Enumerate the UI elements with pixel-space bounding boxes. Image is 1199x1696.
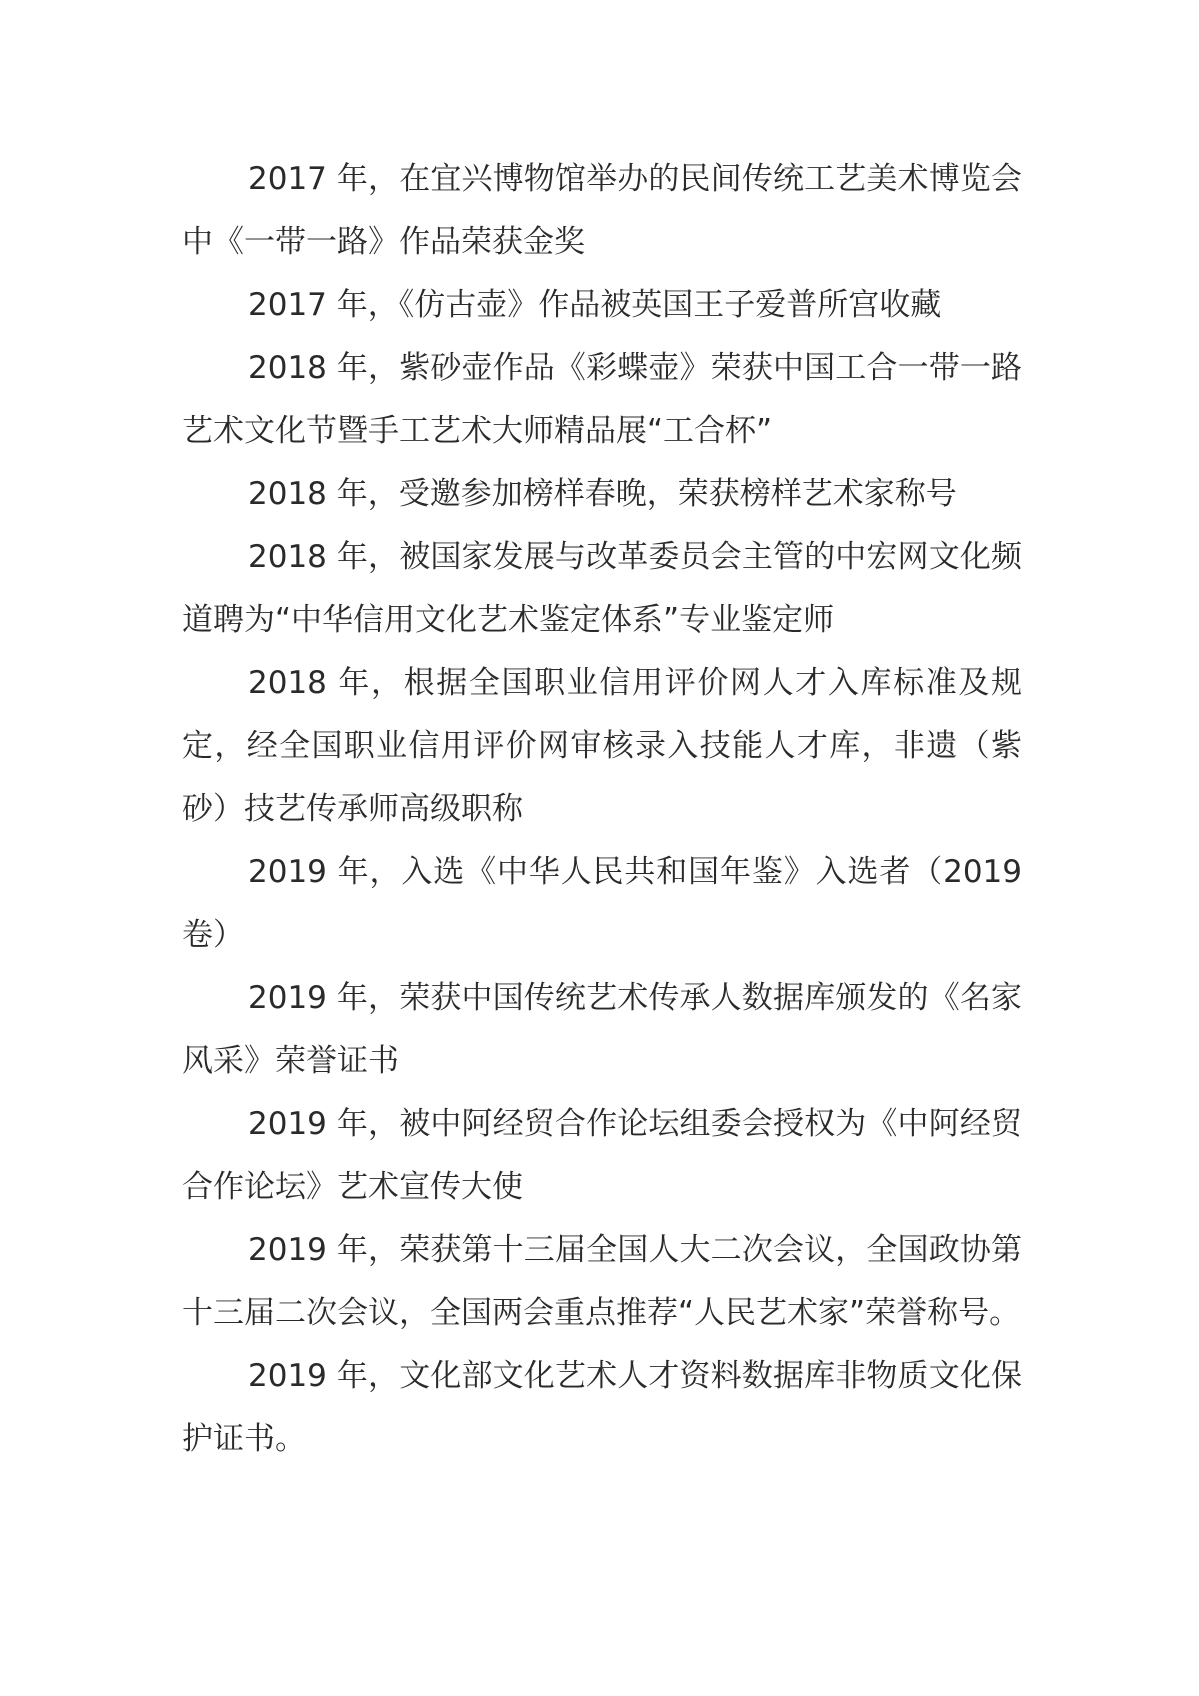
- paragraph-2018-talent-database: 2018 年，根据全国职业信用评价网人才入库标准及规定，经全国职业信用评价网审核录入技能人才库，非遗（紫砂）技艺传承师高级职称: [182, 665, 1022, 827]
- paragraph-2019-intangible-heritage-certificate: 2019 年，文化部文化艺术人才资料数据库非物质文化保护证书。: [182, 1358, 1022, 1457]
- paragraph-2018-role-model-gala: 2018 年，受邀参加榜样春晚，荣获榜样艺术家称号: [248, 476, 957, 512]
- document-body: [182, 148, 1022, 1471]
- paragraph-2019-famous-artists-certificate: 2019 年，荣获中国传统艺术传承人数据库颁发的《名家风采》荣誉证书: [182, 980, 1022, 1079]
- paragraph-2019-china-arab-ambassador: 2019 年，被中阿经贸合作论坛组委会授权为《中阿经贸合作论坛》艺术宣传大使: [182, 1106, 1022, 1205]
- paragraph-2017-antique-teapot: 2017 年，《仿古壶》作品被英国王子爱普所宫收藏: [248, 287, 942, 323]
- paragraph-2018-appraiser: 2018 年，被国家发展与改革委员会主管的中宏网文化频道聘为“中华信用文化艺术鉴定体系”专业鉴定师: [182, 539, 1022, 638]
- paragraph-2017-folk-craft-expo: 2017 年，在宜兴博物馆举办的民间传统工艺美术博览会 中《一带一路》作品荣获金奖: [182, 161, 1022, 260]
- paragraph-2019-peoples-artist: 2019 年，荣获第十三届全国人大二次会议，全国政协第十三届二次会议，全国两会重点推荐“人民艺术家”荣誉称号。: [182, 1232, 1022, 1331]
- paragraph-2018-butterfly-teapot: 2018 年，紫砂壶作品《彩蝶壶》荣获中国工合一带一路艺术文化节暨手工艺术大师精品展“工合杯”: [182, 350, 1022, 449]
- paragraph-2019-yearbook: 2019 年，入选《中华人民共和国年鉴》入选者（2019 卷）: [182, 854, 1022, 953]
